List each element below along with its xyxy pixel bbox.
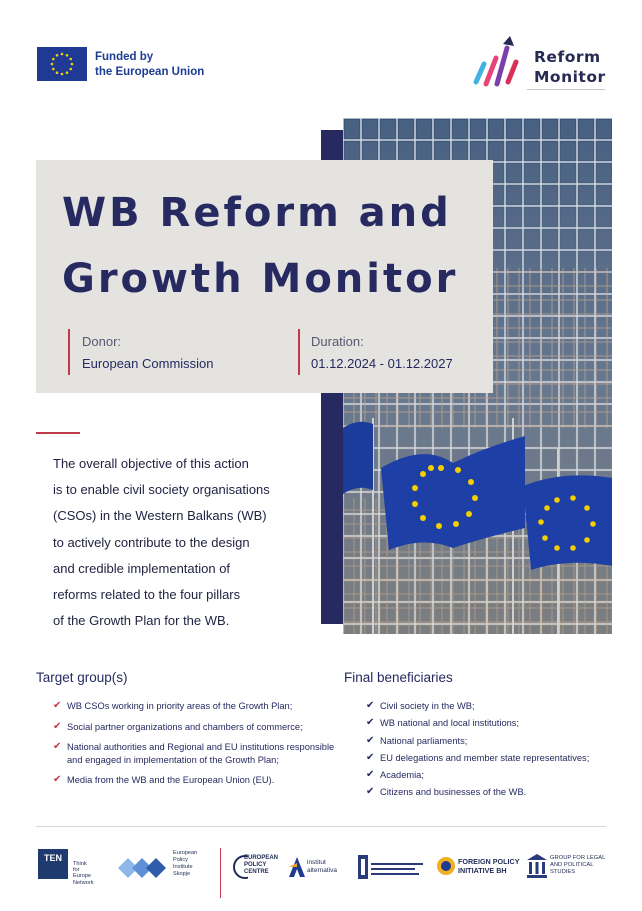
check-icon: ✔ <box>366 769 375 781</box>
check-icon: ✔ <box>366 717 375 729</box>
final-beneficiaries-heading: Final beneficiaries <box>344 670 453 685</box>
final-beneficiaries-list <box>366 700 616 804</box>
list-item: ✔ National parliaments; <box>366 734 468 746</box>
check-icon: ✔ <box>366 734 375 746</box>
logo-underline <box>527 89 605 90</box>
list-item: ✔ WB CSOs working in priority areas of the Growth Plan; <box>53 700 293 711</box>
list-item: ✔ Civil society in the WB; <box>366 700 475 711</box>
epi-skopje-logo: European Policy Institute Skopje <box>118 850 213 884</box>
check-icon: ✔ <box>53 774 62 786</box>
list-item: ✔ Social partner organizations and chambers of commerce; <box>53 720 303 732</box>
list-item: ✔ Media from the WB and the European Union (EU). <box>53 774 275 786</box>
objective-text: The overall objective of this action is to enable civil society organisations (CSOs) in the Western Balkans (WB) to actively contribute to the design and credible implementation of reforms related to the four pillars of the Growth Plan for the WB. <box>53 456 270 629</box>
donor-label: Donor: <box>82 334 122 349</box>
check-icon: ✔ <box>366 786 375 798</box>
foreign-policy-initiative-logo: FOREIGN POLICY INITIATIVE BH <box>436 854 520 880</box>
target-group-heading: Target group(s) <box>36 670 128 685</box>
institut-alternativa-logo: institut alternativa <box>289 855 347 879</box>
list-item: ✔ National authorities and Regional and EU institutions responsible and engaged in implementation of the Growth Plan; <box>53 741 335 765</box>
glps-logo: GROUP FOR LEGAL AND POLITICAL STUDIES <box>527 852 611 882</box>
donor-accent-line <box>68 329 70 375</box>
check-icon: ✔ <box>53 700 62 711</box>
duration-value: 01.12.2024 - 01.12.2027 <box>311 356 453 371</box>
partner-institute-logo <box>358 853 426 883</box>
target-group-list <box>53 700 338 795</box>
check-icon: ✔ <box>366 700 375 711</box>
reform-monitor-logo-text: Reform Monitor <box>534 48 606 86</box>
epc-logo: EUROPEAN POLICY CENTRE <box>232 852 276 882</box>
check-icon: ✔ <box>366 751 375 763</box>
check-icon: ✔ <box>53 741 62 753</box>
section-divider <box>36 432 80 434</box>
page-title: WB Reform and Growth Monitor <box>62 190 459 302</box>
funded-by-text: Funded by the European Union <box>95 51 205 78</box>
list-item: ✔ Academia; <box>366 769 424 781</box>
logo-divider <box>220 848 221 898</box>
duration-label: Duration: <box>311 334 364 349</box>
list-item: ✔ Citizens and businesses of the WB. <box>366 786 527 798</box>
list-item: ✔ EU delegations and member state representatives; <box>366 751 590 763</box>
duration-accent-line <box>298 329 300 375</box>
list-item: ✔ WB national and local institutions; <box>366 717 520 729</box>
footer-divider <box>36 826 606 827</box>
donor-value: European Commission <box>82 356 214 371</box>
ten-logo: TEN Think for Europe Network <box>38 849 108 885</box>
check-icon: ✔ <box>53 720 62 732</box>
eu-flag-logo <box>37 47 87 81</box>
